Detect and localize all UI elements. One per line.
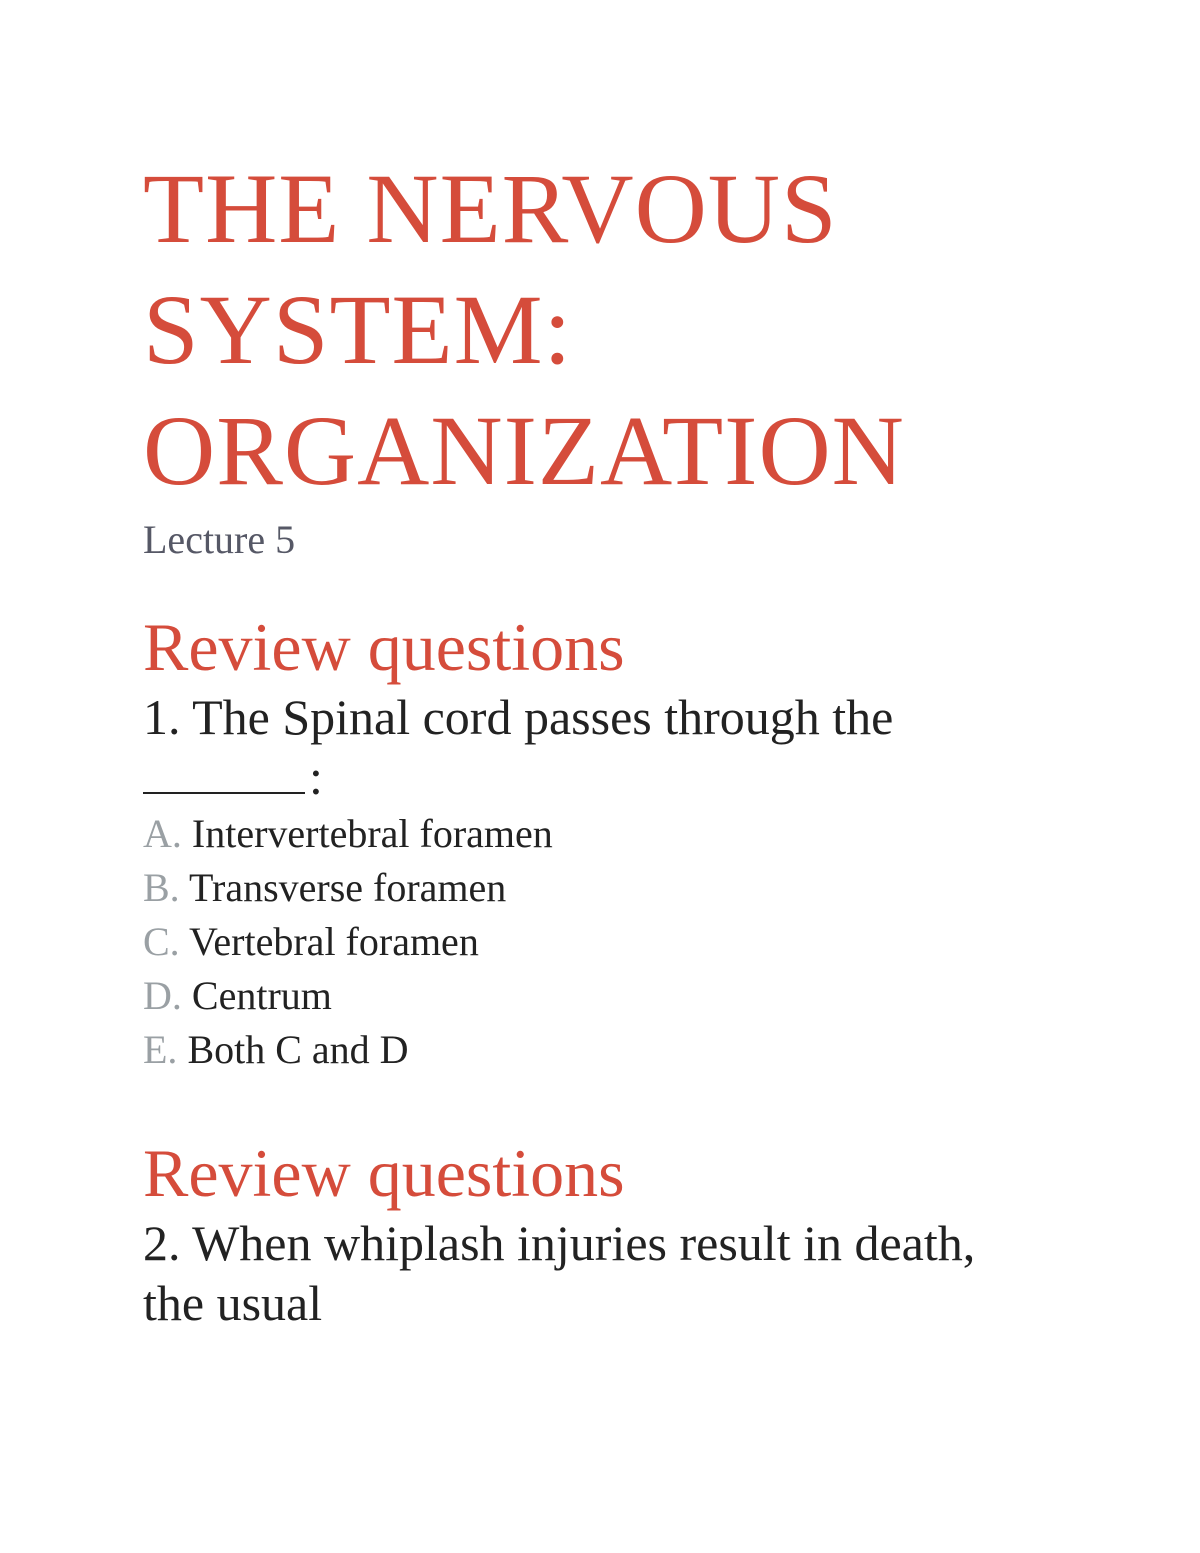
answer-option <box>143 807 1143 861</box>
answer-options <box>143 807 1143 1077</box>
question-text-line-2: the usual <box>143 1275 323 1331</box>
title-line-2: SYSTEM: <box>143 274 573 385</box>
option-text: Centrum <box>191 973 332 1018</box>
title-line-1: THE NERVOUS <box>143 153 838 264</box>
option-letter: B. <box>143 865 180 910</box>
answer-option <box>143 1023 1143 1077</box>
question-tail: : <box>309 749 323 805</box>
question-blank-line <box>143 747 1143 807</box>
question-text-line-1: 2. When whiplash injuries result in death, <box>143 1215 976 1271</box>
title-line-3: ORGANIZATION <box>143 395 905 506</box>
answer-option <box>143 861 1143 915</box>
page-content <box>143 148 1143 1333</box>
option-text: Both C and D <box>187 1027 409 1072</box>
question-text: 1. The Spinal cord passes through the <box>143 689 894 745</box>
document-title <box>143 148 1143 511</box>
option-letter: C. <box>143 919 180 964</box>
fill-in-blank <box>143 756 305 794</box>
review-section-2 <box>143 1133 1143 1333</box>
option-letter: D. <box>143 973 182 1018</box>
review-section-1 <box>143 607 1143 1077</box>
answer-option <box>143 969 1143 1023</box>
option-letter: E. <box>143 1027 178 1072</box>
section-heading: Review questions <box>143 609 625 685</box>
lecture-subtitle: Lecture 5 <box>143 517 296 562</box>
option-text: Transverse foramen <box>188 865 507 910</box>
answer-option <box>143 915 1143 969</box>
option-text: Vertebral foramen <box>188 919 479 964</box>
option-text: Intervertebral foramen <box>191 811 553 856</box>
section-heading: Review questions <box>143 1135 625 1211</box>
option-letter: A. <box>143 811 182 856</box>
